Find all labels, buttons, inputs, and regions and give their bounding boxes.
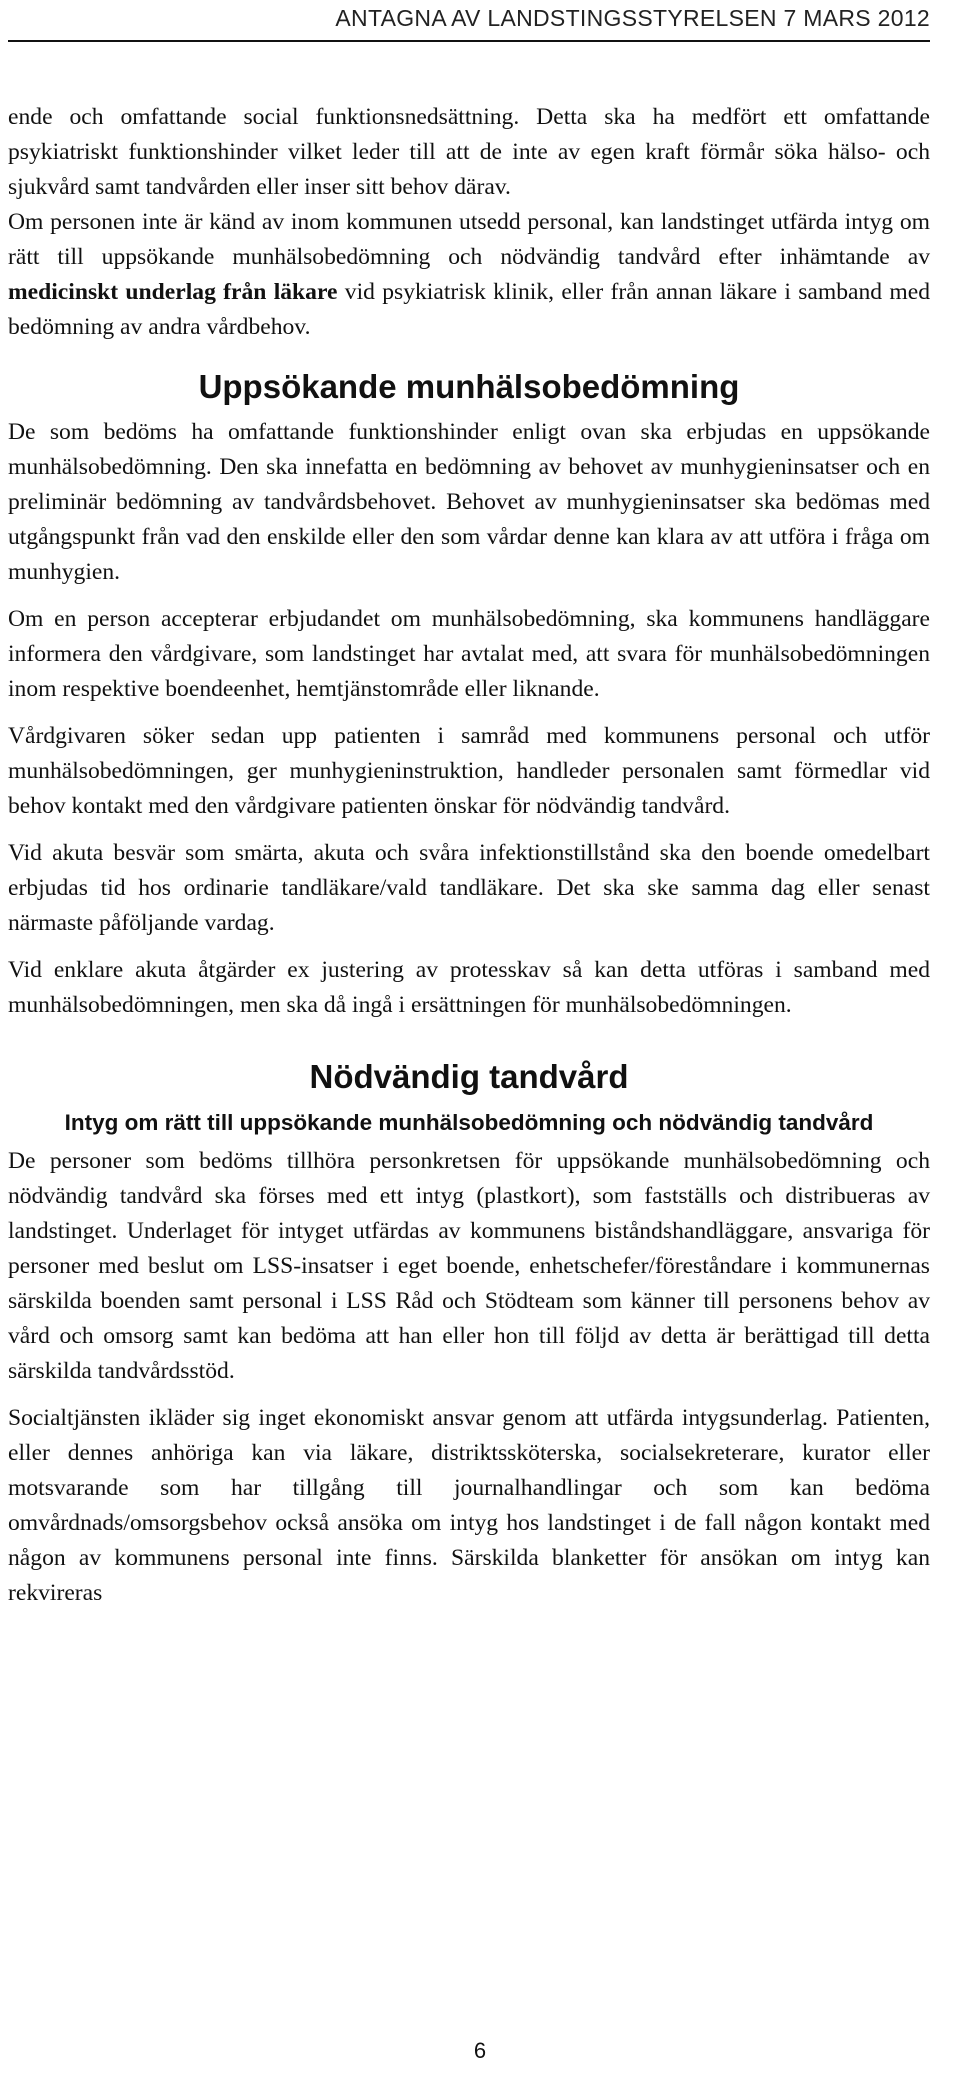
page-number: 6 [473,2038,487,2063]
paragraph-dental-1: De personer som bedöms tillhöra personkretsen för uppsökande munhälsobedömning och nödvändig tandvård ska förses med ett intyg (plastkort), som fastställs och distribueras av landstinget. Underlaget för intyget utfärdas av kommunens biståndshandläggare, ansvariga för personer med beslut om LSS-insatser i eget boende, enhetschefer/föreståndare i kommunernas särskilda boenden samt personal i LSS Råd och Stödteam som känner till personens behov av vård och omsorg samt kan bedöma att han eller hon till följd av detta är berättigad till detta särskilda tandvårdsstöd. [8,1148,930,1384]
paragraph-outreach-1: De som bedöms ha omfattande funktionshinder enligt ovan ska erbjudas en uppsökande munhälsobedömning. Den ska innefatta en bedömning av behovet av munhygieninsatser och en preliminär bedömning av tandvårdsbehovet. Behovet av munhygieninsatser ska bedömas med utgångspunkt från vad den enskilde eller den som vårdar denne kan klara av att utföra i fråga om munhygien. [8,419,930,585]
header-rule [8,40,930,42]
paragraph-outreach-5: Vid enklare akuta åtgärder ex justering av protesskav så kan detta utföras i samband med munhälsobedömningen, men ska då ingå i ersättningen för munhälsobedömningen. [8,957,930,1018]
paragraph-dental-2: Socialtjänsten ikläder sig inget ekonomiskt ansvar genom att utfärda intygsunderlag. Patienten, eller dennes anhöriga kan via läkare, distriktssköterska, socialsekreterare, kurator eller motsvarande som har tillgång till journalhandlingar och som kan bedöma omvårdnads/omsorgsbehov också ansöka om intyg hos landstinget i de fall någon kontakt med någon av kommunens personal inte finns. Särskilda blanketter för ansökan om intyg kan rekvireras [8,1405,930,1606]
emphasis-medical-basis: medicinskt underlag från läkare [8,279,338,305]
paragraph-medical-basis [8,205,930,345]
heading-outreach-oral-assessment: Uppsökande munhälsobedömning [198,368,740,405]
paragraph-outreach-2: Om en person accepterar erbjudandet om munhälsobedömning, ska kommunens handläggare informera den vårdgivare, som landstinget har avtalat med, att svara för munhälsobedömningen inom respektive boendeenhet, hemtjänstområde eller liknande. [8,606,930,702]
paragraph-medical-basis-text-start: Om personen inte är känd av inom kommunen utsedd personal, kan landstinget utfärda intyg om rätt till uppsökande munhälsobedömning och nödvändig tandvård efter inhämtande av [8,209,930,270]
paragraph-medical-basis-text-end: vid psykiatrisk klinik, eller från annan läkare i samband med bedömning av andra vårdbehov. [8,279,930,340]
paragraph-outreach-4: Vid akuta besvär som smärta, akuta och svåra infektionstillstånd ska den boende omedelbart erbjudas tid hos ordinarie tandläkare/vald tandläkare. Det ska ske samma dag eller senast närmaste påföljande vardag. [8,840,930,936]
running-header: ANTAGNA AV LANDSTINGSSTYRELSEN 7 MARS 2012 [335,5,930,31]
subheading-certificate: Intyg om rätt till uppsökande munhälsobedömning och nödvändig tandvård [64,1110,874,1135]
heading-necessary-dental-care: Nödvändig tandvård [309,1058,629,1095]
paragraph-outreach-3: Vårdgivaren söker sedan upp patienten i samråd med kommunens personal och utför munhälsobedömningen, ger munhygieninstruktion, handleder personalen samt förmedlar vid behov kontakt med den vårdgivare patienten önskar för nödvändig tandvård. [8,723,930,819]
paragraph-intro-continuation: ende och omfattande social funktionsnedsättning. Detta ska ha medfört ett omfattande psykiatriskt funktionshinder vilket leder till att de inte av egen kraft förmår söka hälso- och sjukvård samt tandvården eller inser sitt behov därav. [8,104,930,200]
